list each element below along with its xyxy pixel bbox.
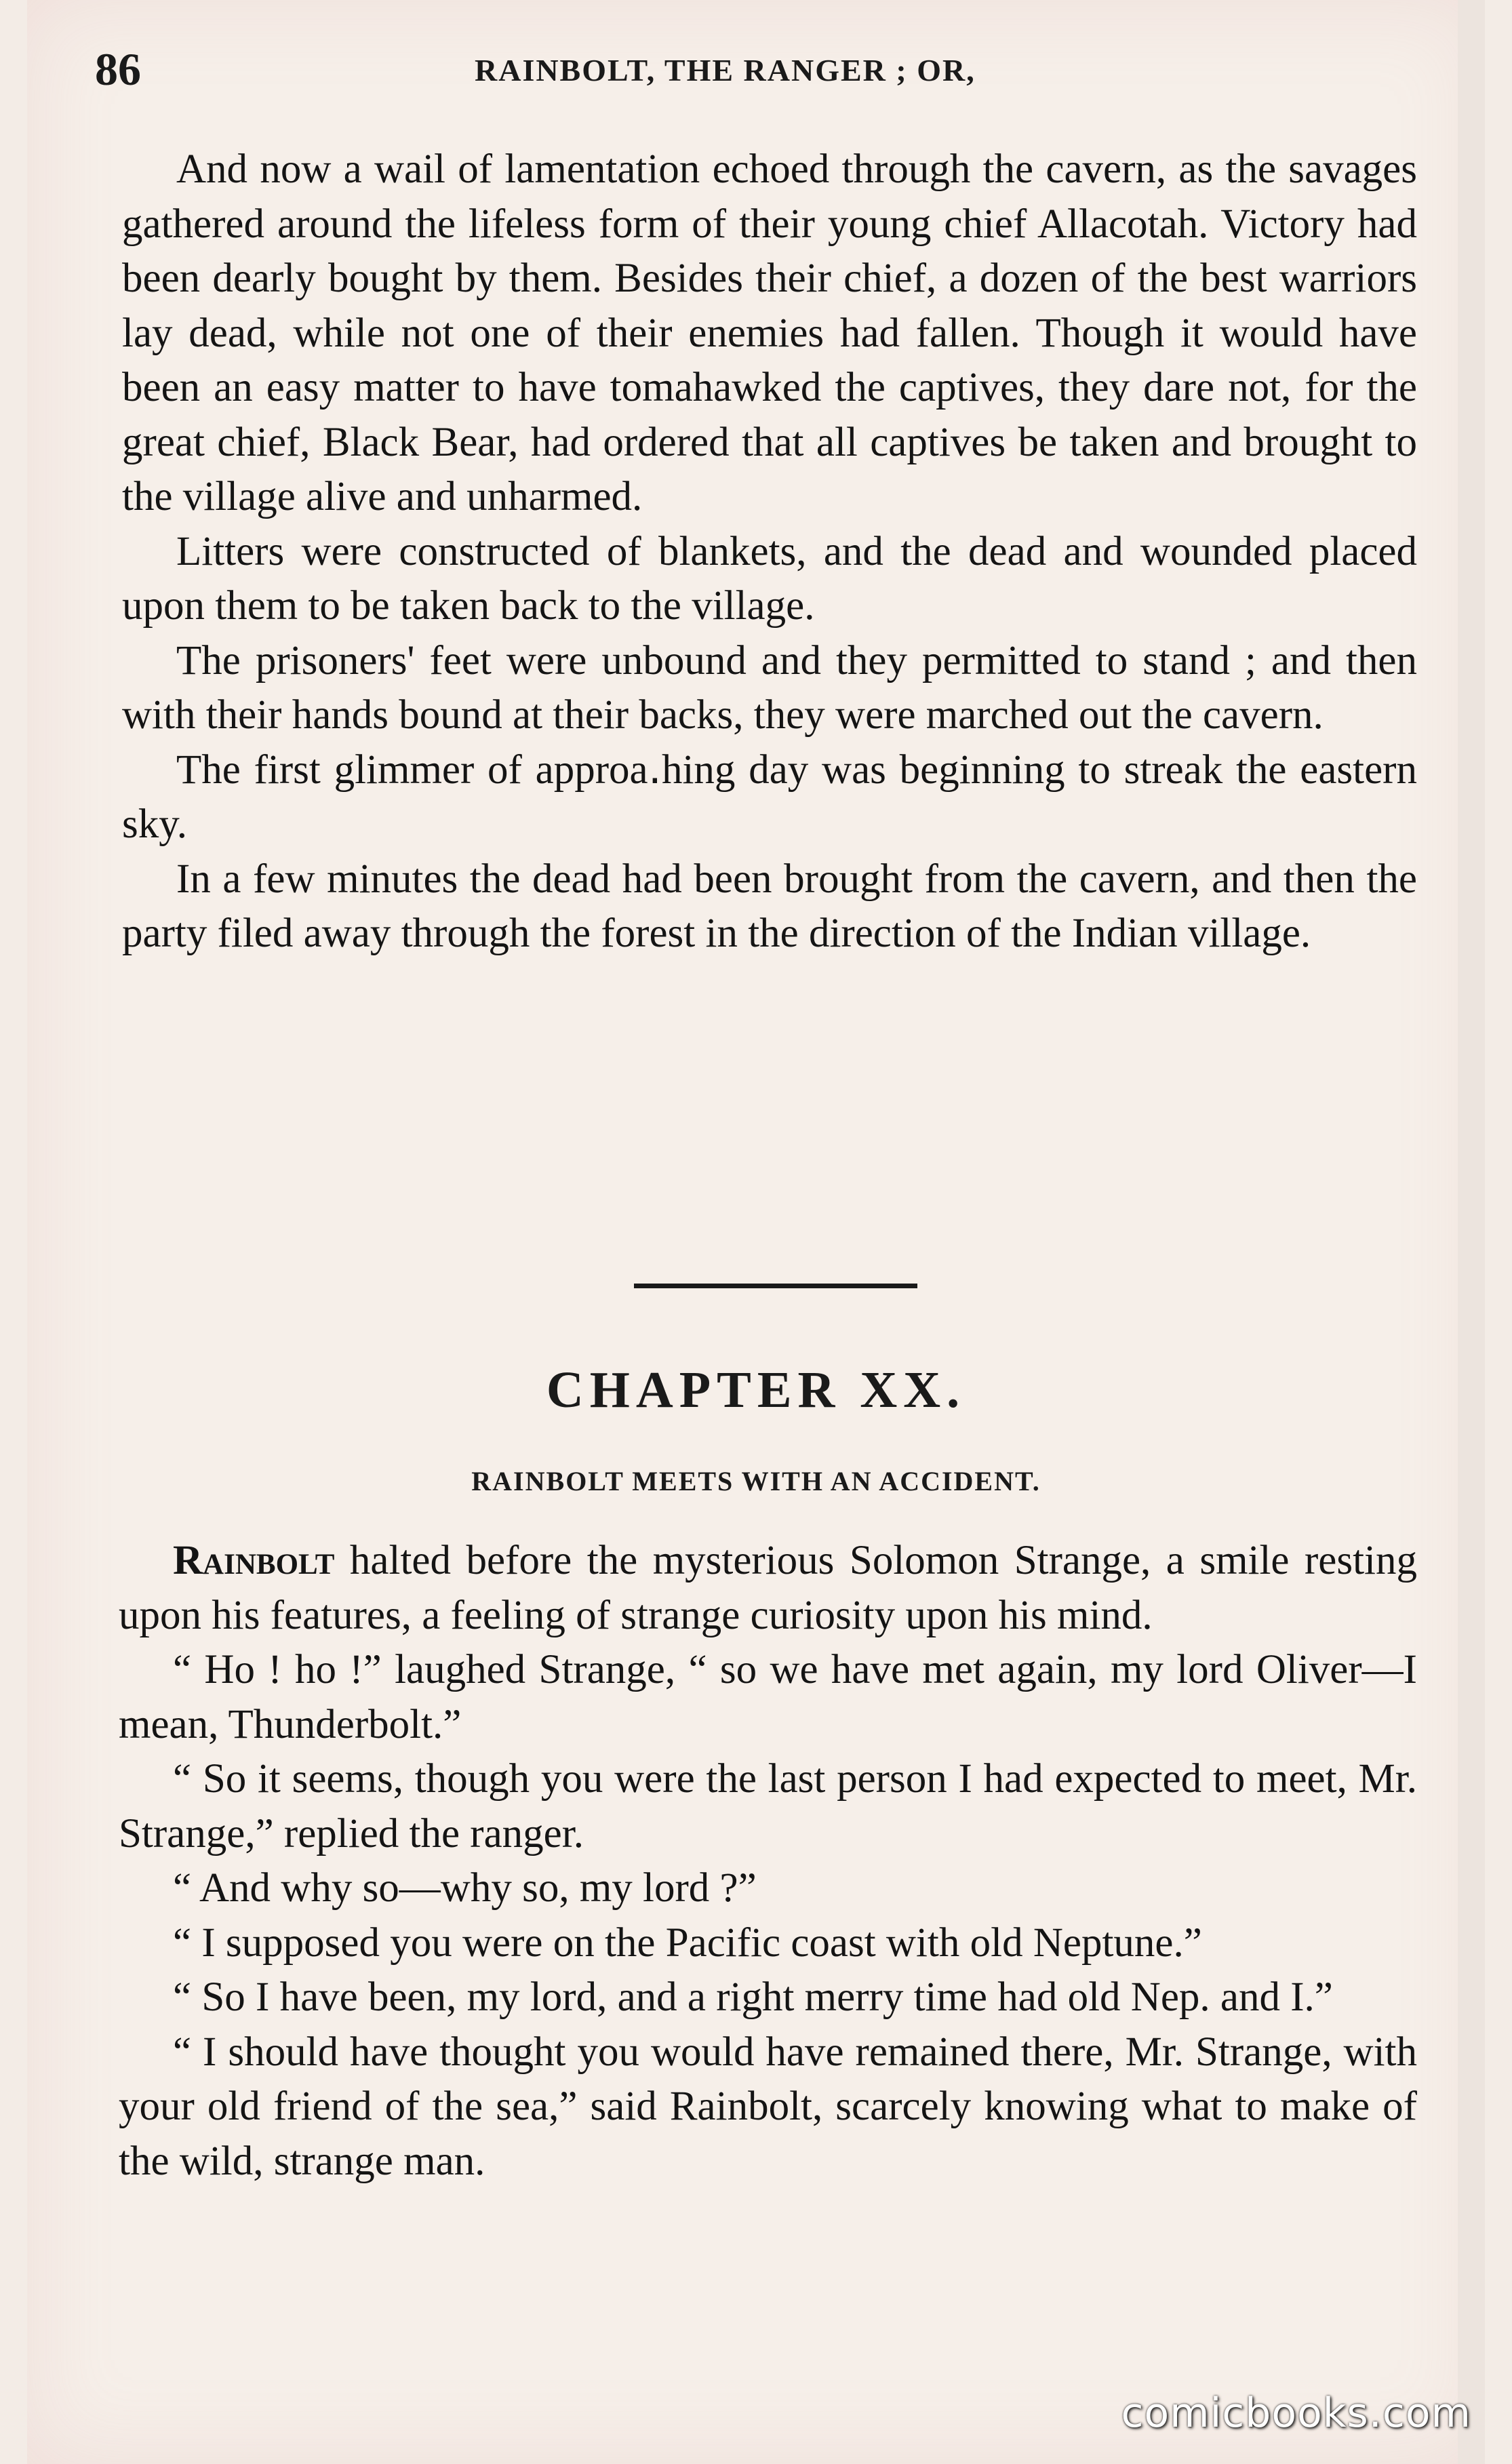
- paragraph: The prisoners' feet were unbound and they permitted to stand ; and then with their hands bound at their backs, they were marched out the cavern.: [122, 637, 1417, 738]
- paragraph: “ I supposed you were on the Pacific coast with old Neptune.”: [173, 1920, 1202, 1966]
- body-text-section-2: [119, 1534, 1417, 2189]
- opening-paragraph: [119, 1534, 1417, 1643]
- paragraph: “ I should have thought you would have remained there, Mr. Strange, with your old friend of the sea,” said Rainbolt, scarcely knowing what to make of the wild, strange man.: [119, 2029, 1417, 2184]
- page-number: 86: [95, 43, 141, 95]
- running-head: RAINBOLT, THE RANGER ; OR,: [475, 53, 976, 87]
- page-header: [95, 42, 1451, 103]
- drop-word: Rainbolt: [173, 1538, 335, 1583]
- paragraph: And now a wail of lamentation echoed through the cavern, as the savages gathered around the lifeless form of their young chief Allacotah. Victory had been dearly bought by them. Besides their chief, a dozen of the best warriors lay dead, while not one of their enemies had fallen. Though it would have been an easy matter to have tomahawked the captives, they dare not, for the great chief, Black Bear, had ordered that all captives be taken and brought to the village alive and unharmed.: [122, 146, 1417, 519]
- paragraph: The first glimmer of approa․hing day was beginning to streak the eastern sky.: [122, 747, 1417, 847]
- paragraph: Litters were constructed of blankets, and the dead and wounded placed upon them to be taken back to the village.: [122, 528, 1417, 629]
- paragraph: In a few minutes the dead had been brought from the cavern, and then the party filed away through the forest in the direction of the Indian village.: [122, 856, 1417, 956]
- paragraph: “ So I have been, my lord, and a right merry time had old Nep. and I.”: [173, 1974, 1333, 2020]
- chapter-title: CHAPTER XX.: [546, 1362, 966, 1418]
- paragraph: “ And why so—why so, my lord ?”: [173, 1865, 757, 1911]
- paragraph: “ Ho ! ho !” laughed Strange, “ so we have met again, my lord Oliver—I mean, Thunderbolt.”: [119, 1647, 1417, 1747]
- page-edge: [1458, 0, 1485, 2464]
- opening-paragraph-rest: halted before the mysterious Solomon Strange, a smile resting upon his features, a feeling of strange curiosity upon his mind.: [119, 1538, 1417, 1638]
- section-divider: [634, 1284, 917, 1288]
- body-text-section-1: [122, 142, 1417, 961]
- watermark-text: comicbooks.com: [1121, 2389, 1471, 2437]
- chapter-subtitle: RAINBOLT MEETS WITH AN ACCIDENT.: [471, 1466, 1041, 1496]
- book-page: [27, 0, 1485, 2464]
- paragraph: “ So it seems, though you were the last person I had expected to meet, Mr. Strange,” replied the ranger.: [119, 1756, 1417, 1856]
